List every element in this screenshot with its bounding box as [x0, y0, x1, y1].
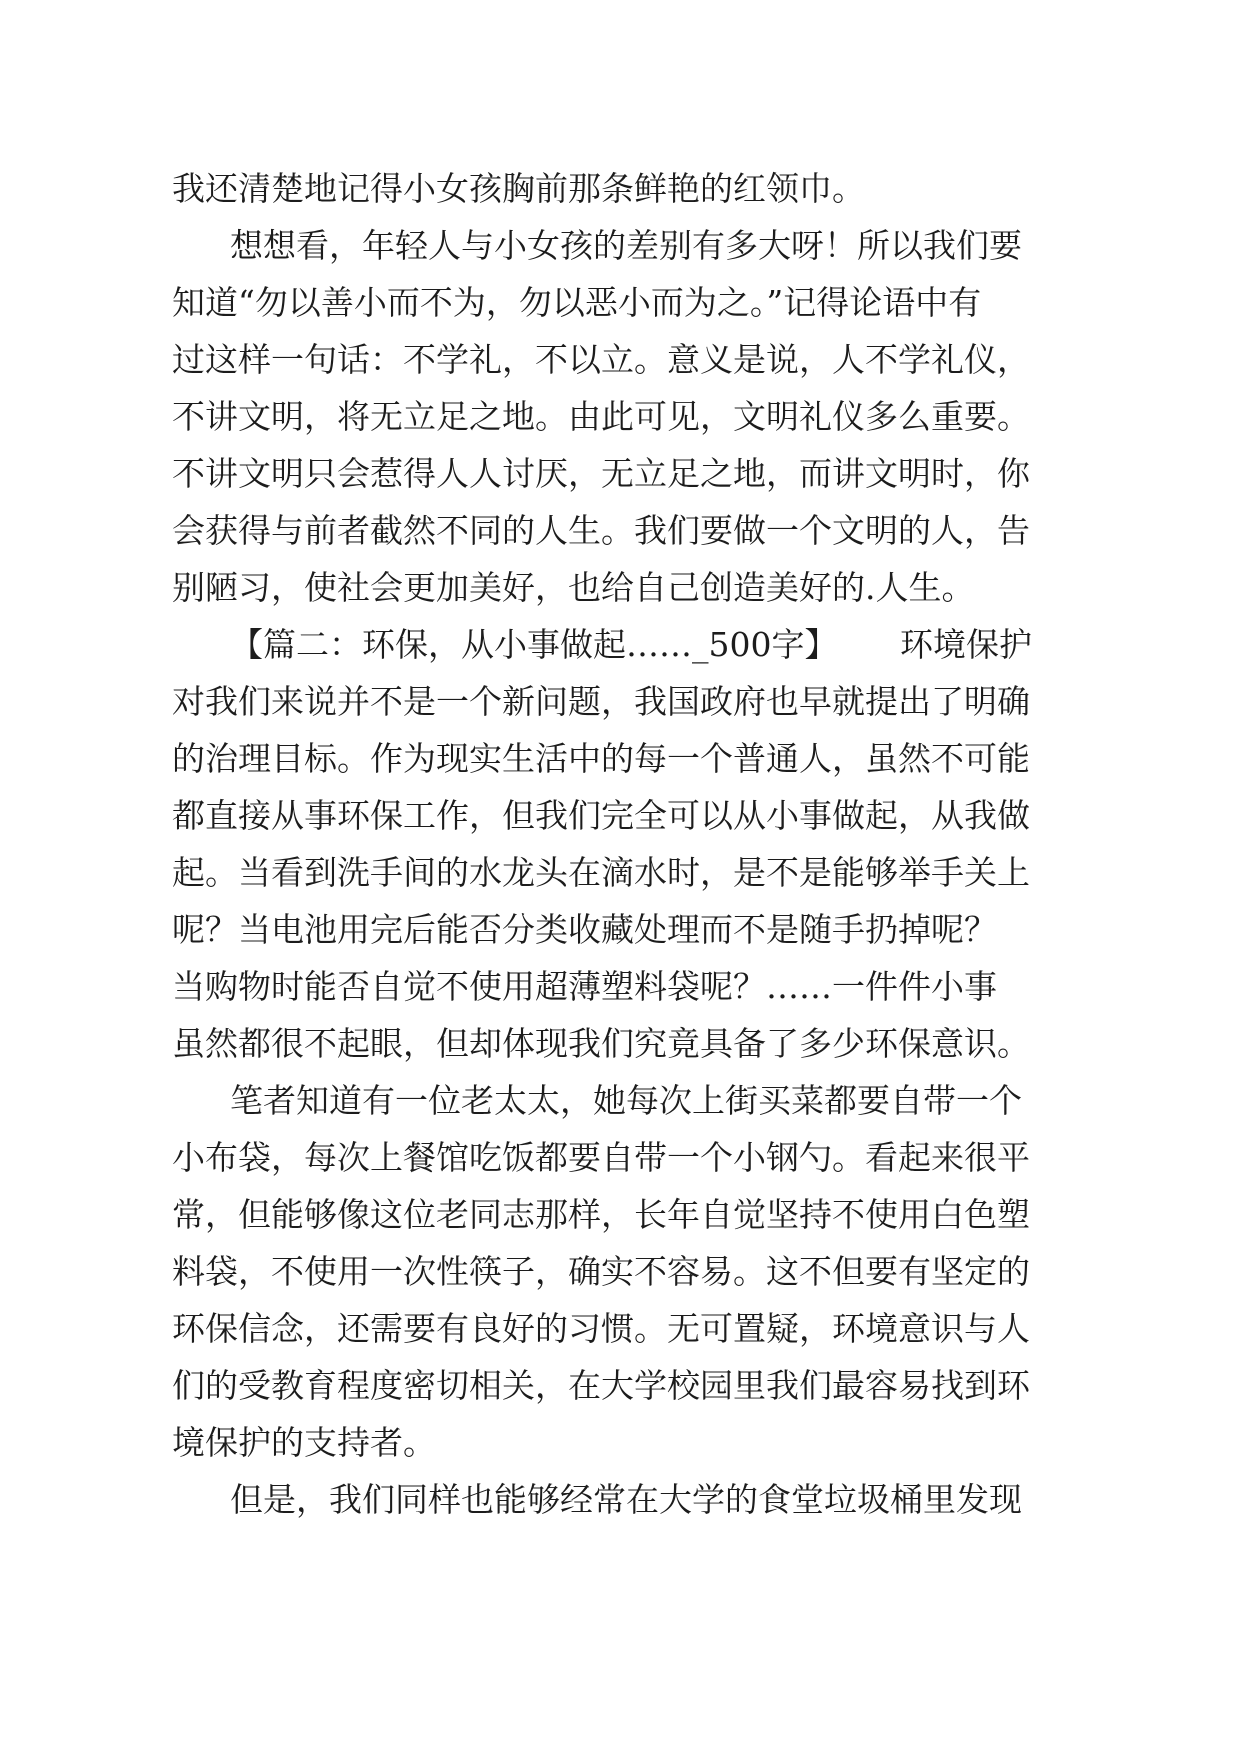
text-line [0, 1299, 1241, 1359]
section-heading: 【篇二：环保，从小事做起……_500字】 [230, 625, 838, 664]
text-line-content: 会获得与前者截然不同的人生。我们要做一个文明的人，告 [172, 511, 1030, 550]
text-line [0, 900, 1241, 960]
text-line-content: 环保信念，还需要有良好的习惯。无可置疑，环境意识与人 [172, 1309, 1030, 1348]
text-line [0, 1470, 1241, 1530]
text-line-content: 我还清楚地记得小女孩胸前那条鲜艳的红领巾。 [172, 169, 865, 208]
text-line [0, 843, 1241, 903]
text-line-content: 别陋习，使社会更加美好，也给自己创造美好的.人生。 [172, 568, 975, 607]
text-line [0, 957, 1241, 1017]
text-line [0, 216, 1241, 276]
text-line-content: 呢？当电池用完后能否分类收藏处理而不是随手扔掉呢？ [172, 910, 997, 949]
text-line-content: 但是，我们同样也能够经常在大学的食堂垃圾桶里发现 [230, 1480, 1022, 1519]
text-line-content: 环境保护 [900, 625, 1032, 664]
text-line [0, 1071, 1241, 1131]
text-line [0, 273, 1241, 333]
text-line-content: 虽然都很不起眼，但却体现我们究竟具备了多少环保意识。 [172, 1024, 1030, 1063]
text-line [0, 786, 1241, 846]
text-line [0, 1413, 1241, 1473]
section-heading-line [0, 615, 1241, 675]
text-line [0, 330, 1241, 390]
text-line-content: 境保护的支持者。 [172, 1423, 436, 1462]
text-line-content: 过这样一句话：不学礼，不以立。意义是说，人不学礼仪， [172, 340, 1030, 379]
text-line-content: 当购物时能否自觉不使用超薄塑料袋呢？……一件件小事 [172, 967, 997, 1006]
text-line [0, 387, 1241, 447]
text-line [0, 1185, 1241, 1245]
text-line [0, 501, 1241, 561]
text-line-content: 对我们来说并不是一个新问题，我国政府也早就提出了明确 [172, 682, 1030, 721]
text-line-content: 常，但能够像这位老同志那样，长年自觉坚持不使用白色塑 [172, 1195, 1030, 1234]
text-line [0, 1356, 1241, 1416]
text-line-content: 们的受教育程度密切相关，在大学校园里我们最容易找到环 [172, 1366, 1030, 1405]
text-line-content: 不讲文明只会惹得人人讨厌，无立足之地，而讲文明时，你 [172, 454, 1030, 493]
text-line [0, 672, 1241, 732]
text-line [0, 558, 1241, 618]
text-line [0, 1014, 1241, 1074]
text-line-content: 的治理目标。作为现实生活中的每一个普通人，虽然不可能 [172, 739, 1030, 778]
text-line-content: 起。当看到洗手间的水龙头在滴水时，是不是能够举手关上 [172, 853, 1030, 892]
text-line-content: 想想看，年轻人与小女孩的差别有多大呀！所以我们要 [230, 226, 1022, 265]
text-line-content: 笔者知道有一位老太太，她每次上街买菜都要自带一个 [230, 1081, 1022, 1120]
text-line [0, 444, 1241, 504]
text-line [0, 159, 1241, 219]
text-line-content: 不讲文明，将无立足之地。由此可见，文明礼仪多么重要。 [172, 397, 1030, 436]
text-line-content: 知道“勿以善小而不为，勿以恶小而为之。”记得论语中有 [172, 283, 982, 322]
text-line [0, 1242, 1241, 1302]
text-line-content: 都直接从事环保工作，但我们完全可以从小事做起，从我做 [172, 796, 1030, 835]
text-line-content: 料袋，不使用一次性筷子，确实不容易。这不但要有坚定的 [172, 1252, 1030, 1291]
text-line-content: 小布袋，每次上餐馆吃饭都要自带一个小钢勺。看起来很平 [172, 1138, 1030, 1177]
text-line [0, 729, 1241, 789]
text-line [0, 1128, 1241, 1188]
